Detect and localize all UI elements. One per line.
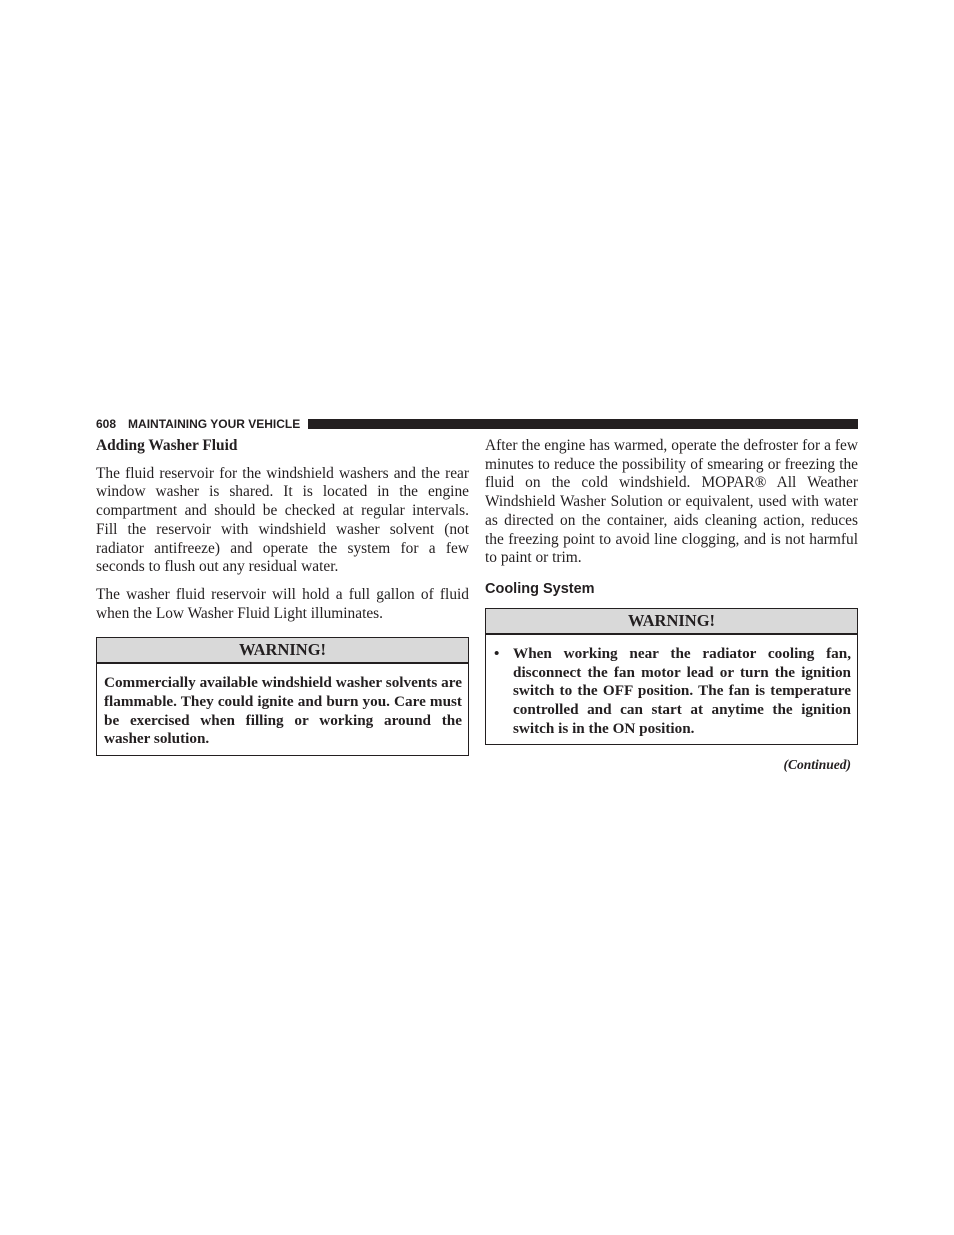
warning-title: WARNING! bbox=[486, 609, 857, 635]
header-rule bbox=[308, 419, 858, 429]
heading-adding-washer-fluid: Adding Washer Fluid bbox=[96, 437, 238, 454]
warning-text: Commercially available windshield washer solvents are flammable. They could ignite and burn you. Care must be exercised when filling or working around the washer solution. bbox=[104, 674, 462, 748]
continued-label: (Continued) bbox=[783, 757, 851, 773]
paragraph-defroster: After the engine has warmed, operate the defroster for a few minutes to reduce the possibility of smearing or freezing the fluid on the cold windshield. MOPAR® All Weather Windshield Washer Solution or equivalent, used with water as directed on the container, aids cleaning action, reduces the freezing point to avoid line clogging, and is not harmful to paint or trim. bbox=[485, 437, 858, 567]
bullet-icon: • bbox=[494, 644, 500, 662]
page-header bbox=[96, 416, 858, 432]
left-column bbox=[96, 437, 469, 756]
warning-box-solvents bbox=[96, 637, 469, 756]
list-item bbox=[493, 645, 851, 739]
heading-cooling-system: Cooling System bbox=[485, 580, 595, 597]
paragraph-reservoir: The fluid reservoir for the windshield washers and the rear window washer is shared. It is located in the engine compartment and should be checked at regular intervals. Fill the reservoir with windshield washer solvent (not radiator antifreeze) and operate the system for a few seconds to flush out any residual water. bbox=[96, 464, 469, 576]
warning-list bbox=[486, 636, 857, 745]
right-column bbox=[485, 437, 858, 774]
page-number: 608 bbox=[96, 417, 117, 431]
warning-title: WARNING! bbox=[97, 638, 468, 664]
warning-item-text: When working near the radiator cooling fan, disconnect the fan motor lead or turn the ignition switch to the OFF position. The fan is temperature controlled and can start at anytime the ignition switch is in the ON position. bbox=[513, 644, 851, 737]
section-title: MAINTAINING YOUR VEHICLE bbox=[128, 417, 301, 431]
warning-box-cooling-fan bbox=[485, 608, 858, 746]
paragraph-gallon: The washer fluid reservoir will hold a full gallon of fluid when the Low Washer Fluid Light illuminates. bbox=[96, 585, 469, 622]
